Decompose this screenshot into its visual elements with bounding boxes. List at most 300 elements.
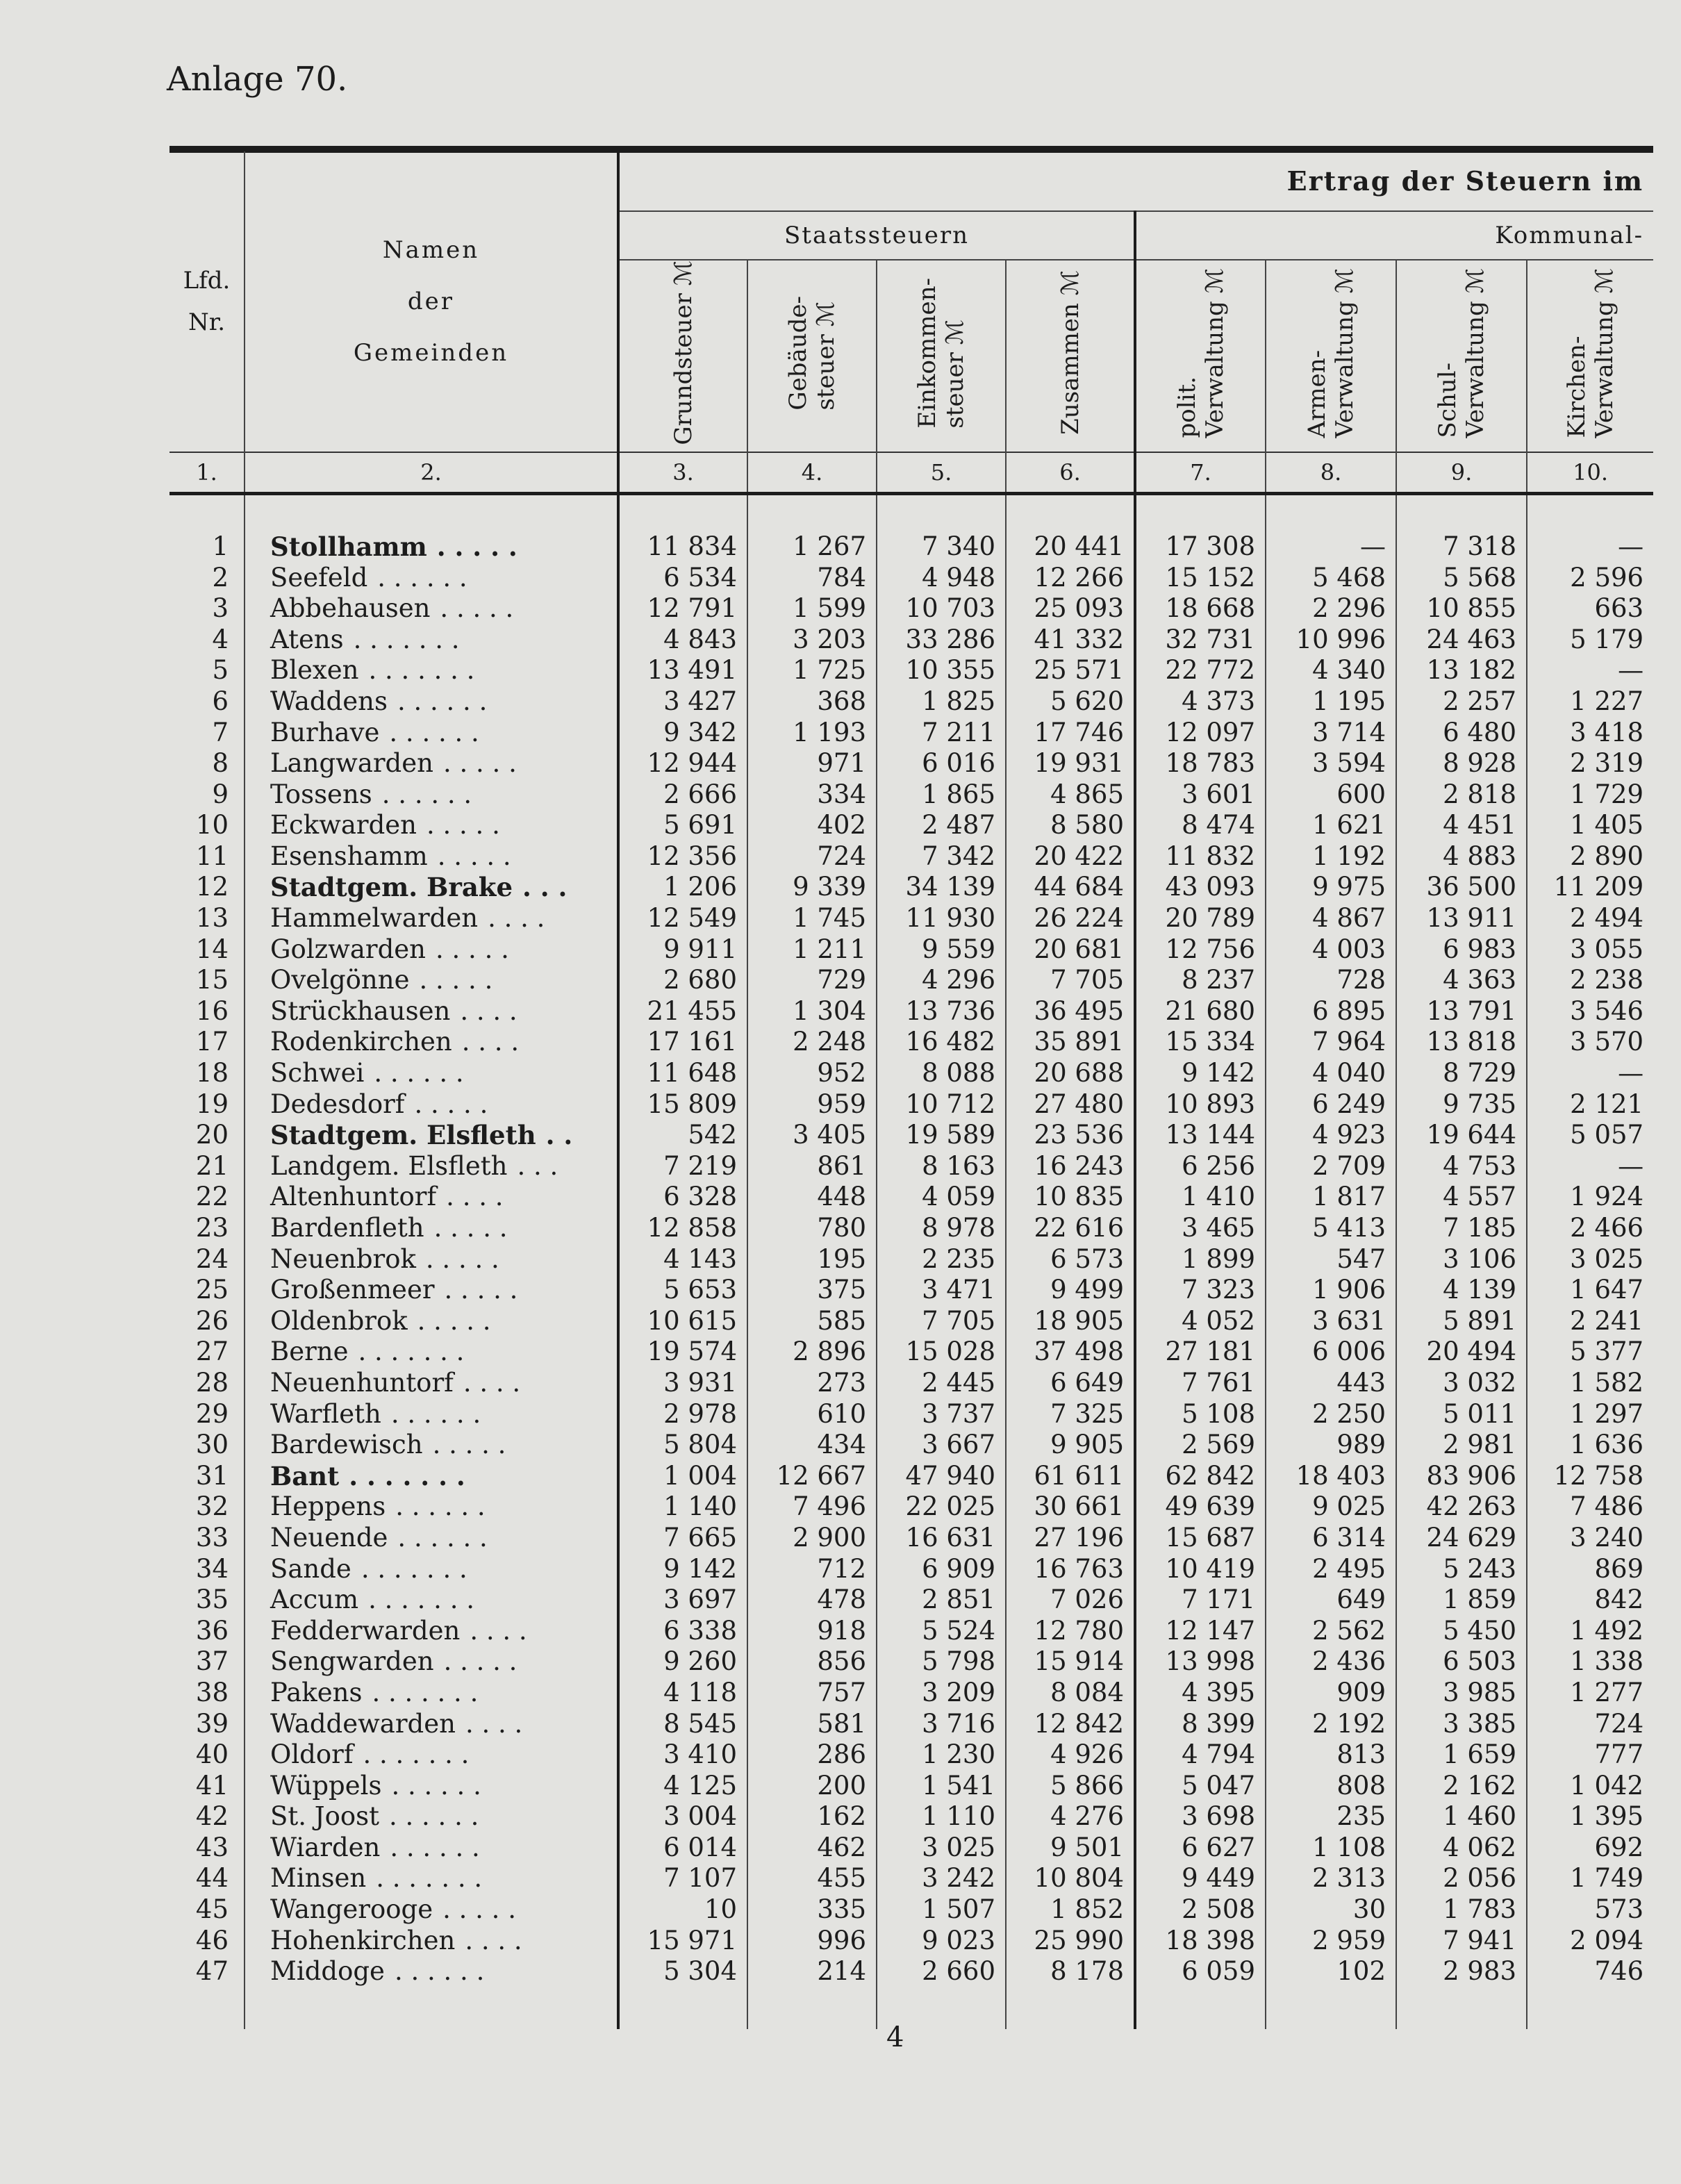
gemeinde-name-text: Middoge (270, 1956, 385, 1987)
row-value: 1 599 (747, 593, 877, 624)
leader-dots: . . . . (460, 995, 517, 1026)
row-value: 610 (747, 1398, 877, 1430)
row-value: 4 373 (1135, 686, 1266, 718)
row-value: 6 627 (1135, 1833, 1266, 1864)
row-value: 7 941 (1396, 1925, 1527, 1956)
gemeinde-name-text: Stollhamm (270, 531, 427, 562)
row-value: 4 395 (1135, 1678, 1266, 1709)
row-gemeinde-name (245, 1615, 618, 1646)
leader-dots: . . . . . (436, 531, 517, 562)
row-value: 7 486 (1570, 1491, 1644, 1522)
leader-dots: . . . . (465, 1708, 523, 1739)
row-value: 7 318 (1396, 531, 1527, 563)
row-value: 692 (1594, 1832, 1644, 1862)
row-value: 8 474 (1135, 810, 1266, 841)
leader-dots: . . . . (461, 1027, 520, 1057)
gemeinde-name-text: Neuende (270, 1522, 388, 1553)
gemeinde-name-text: Wiarden (270, 1832, 381, 1862)
row-gemeinde-name (245, 748, 618, 779)
row-nr: 17 (169, 1027, 245, 1058)
row-value: 4 340 (1266, 655, 1396, 686)
row-value: 2 495 (1266, 1553, 1396, 1585)
leader-dots: . . . . . (436, 934, 509, 964)
row-value: 3 385 (1396, 1708, 1527, 1739)
row-value: 7 185 (1396, 1213, 1527, 1244)
row-value: 12 858 (618, 1213, 747, 1244)
row-value: 10 855 (1396, 593, 1527, 624)
row-gemeinde-name (245, 1894, 618, 1926)
row-value: 455 (747, 1863, 877, 1894)
row-value: 15 334 (1135, 1027, 1266, 1058)
row-nr: 6 (169, 686, 245, 718)
row-value: 368 (747, 686, 877, 718)
row-value: 1 899 (1135, 1243, 1266, 1275)
row-nr: 23 (169, 1213, 245, 1244)
row-value: 7 026 (1006, 1585, 1135, 1616)
row-value: 1 492 (1570, 1615, 1644, 1646)
row-nr: 41 (169, 1770, 245, 1801)
row-value: 729 (747, 965, 877, 996)
leader-dots: . . . . . . (389, 717, 479, 747)
row-gemeinde-name (245, 779, 618, 810)
row-value: 12 756 (1135, 934, 1266, 965)
gemeinde-name-text: Neuenhuntorf (270, 1367, 454, 1398)
row-value: 6 503 (1396, 1646, 1527, 1678)
tax-table (169, 151, 1653, 2029)
row-value: 1 621 (1266, 810, 1396, 841)
row-value: 6 573 (1006, 1243, 1135, 1275)
row-value: 5 798 (877, 1646, 1006, 1678)
table-row (169, 1275, 1653, 1306)
row-value: 1 277 (1570, 1677, 1644, 1707)
row-value: 20 494 (1396, 1337, 1527, 1368)
table-row (169, 593, 1653, 624)
header-zusammen: Zusammen ℳ (1006, 260, 1135, 452)
row-value: 8 729 (1396, 1058, 1527, 1089)
row-value: 4 118 (618, 1678, 747, 1709)
leader-dots: . . . . . (442, 748, 517, 779)
gemeinde-name-text: Bardewisch (270, 1430, 423, 1460)
row-value: 1 211 (747, 934, 877, 965)
row-value: 11 930 (877, 903, 1006, 934)
row-value: 3 242 (877, 1863, 1006, 1894)
leader-dots: . . . . . (414, 1089, 488, 1119)
row-nr: 39 (169, 1708, 245, 1739)
page-label: Anlage 70. (167, 60, 348, 99)
row-value: 5 243 (1396, 1553, 1527, 1585)
row-value: 4 923 (1266, 1120, 1396, 1151)
row-value: 1 227 (1570, 686, 1644, 716)
gemeinde-name-text: Warfleth (270, 1398, 381, 1429)
row-nr: 28 (169, 1368, 245, 1399)
row-value: 649 (1266, 1585, 1396, 1616)
row-value: 10 703 (877, 593, 1006, 624)
row-value: 18 905 (1006, 1306, 1135, 1337)
row-value: 2 445 (877, 1368, 1006, 1399)
gemeinde-name-text: Golzwarden (270, 934, 426, 964)
row-nr: 45 (169, 1894, 245, 1926)
row-value: 3 570 (1570, 1027, 1644, 1057)
row-value: 2 248 (747, 1027, 877, 1058)
row-value: 12 791 (618, 593, 747, 624)
row-value: 1 729 (1570, 779, 1644, 809)
row-gemeinde-name (245, 655, 618, 686)
gemeinde-name-text: Sande (270, 1553, 351, 1584)
row-value: — (1618, 1058, 1644, 1089)
table-row (169, 1120, 1653, 1151)
row-value: 663 (1594, 593, 1644, 624)
row-value: 547 (1266, 1243, 1396, 1275)
leader-dots: . . . . . . (397, 686, 488, 716)
row-value: 26 224 (1006, 903, 1135, 934)
row-value: 2 896 (747, 1337, 877, 1368)
row-nr: 33 (169, 1523, 245, 1554)
table-row (169, 1243, 1653, 1275)
row-nr: 29 (169, 1398, 245, 1430)
row-value: 777 (1594, 1739, 1644, 1770)
row-gemeinde-name (245, 1089, 618, 1120)
gemeinde-name-text: Langwarden (270, 748, 433, 779)
row-value: 1 395 (1570, 1801, 1644, 1832)
row-value: 12 147 (1135, 1615, 1266, 1646)
row-value: 6 480 (1396, 717, 1527, 748)
row-value: 1 206 (618, 872, 747, 903)
row-value: 18 403 (1266, 1460, 1396, 1491)
row-value: 102 (1266, 1956, 1396, 1987)
row-value: 712 (747, 1553, 877, 1585)
header-kommunal: Kommunal- (1135, 211, 1653, 260)
row-value: 1 193 (747, 717, 877, 748)
row-value: 573 (1594, 1894, 1644, 1925)
row-value: 15 687 (1135, 1523, 1266, 1554)
gemeinde-name-text: Wangerooge (270, 1894, 433, 1925)
row-value: 15 809 (618, 1089, 747, 1120)
row-value: 1 108 (1266, 1833, 1396, 1864)
row-value: 2 562 (1266, 1615, 1396, 1646)
row-value: 757 (747, 1678, 877, 1709)
gemeinde-name-text: Pakens (270, 1677, 363, 1707)
table-row (169, 1089, 1653, 1120)
row-value: 6 256 (1135, 1151, 1266, 1182)
row-value: 8 178 (1006, 1956, 1135, 1987)
table-row (169, 779, 1653, 810)
row-value: 42 263 (1396, 1491, 1527, 1523)
table-row (169, 1678, 1653, 1709)
row-value: 15 914 (1006, 1646, 1135, 1678)
row-value: 1 110 (877, 1801, 1006, 1833)
row-value: 5 011 (1396, 1398, 1527, 1430)
table-row (169, 1368, 1653, 1399)
row-value: 5 450 (1396, 1615, 1527, 1646)
row-value: 5 304 (618, 1956, 747, 1987)
row-value: 19 644 (1396, 1120, 1527, 1151)
row-value: 17 308 (1135, 531, 1266, 563)
row-value: 1 541 (877, 1770, 1006, 1801)
row-value: 462 (747, 1833, 877, 1864)
row-value: 27 196 (1006, 1523, 1135, 1554)
leader-dots: . . . . (488, 903, 545, 934)
tax-table-wrap (169, 151, 1653, 2029)
row-value: 7 761 (1135, 1368, 1266, 1399)
row-value: 17 746 (1006, 717, 1135, 748)
row-value: 12 097 (1135, 717, 1266, 748)
row-value: 4 753 (1396, 1151, 1527, 1182)
spacer-row (169, 493, 1653, 531)
row-gemeinde-name (245, 1460, 618, 1491)
row-value: 3 418 (1570, 717, 1644, 747)
row-nr: 11 (169, 841, 245, 872)
row-value: 3 025 (1570, 1243, 1644, 1274)
row-value: 9 449 (1135, 1863, 1266, 1894)
row-value: 1 405 (1570, 810, 1644, 841)
row-value: 11 209 (1553, 872, 1644, 902)
row-value: 2 235 (877, 1243, 1006, 1275)
leader-dots: . . . . . . (381, 779, 472, 809)
gemeinde-name-text: Atens (270, 624, 344, 654)
row-value: 6 006 (1266, 1337, 1396, 1368)
row-gemeinde-name (245, 1646, 618, 1678)
row-nr: 43 (169, 1833, 245, 1864)
row-value: 1 140 (618, 1491, 747, 1523)
row-value: 542 (618, 1120, 747, 1151)
row-gemeinde-name (245, 903, 618, 934)
row-nr: 14 (169, 934, 245, 965)
row-value: 1 859 (1396, 1585, 1527, 1616)
row-value: 3 427 (618, 686, 747, 718)
row-value: 30 661 (1006, 1491, 1135, 1523)
column-number-row (169, 452, 1653, 494)
row-gemeinde-name (245, 1585, 618, 1616)
table-row (169, 1615, 1653, 1646)
row-value: 15 152 (1135, 562, 1266, 593)
row-value: 1 825 (877, 686, 1006, 718)
row-value: 4 883 (1396, 841, 1527, 872)
row-value: 1 725 (747, 655, 877, 686)
gemeinde-name-text: Stadtgem. Brake (270, 872, 513, 903)
row-value: 443 (1266, 1368, 1396, 1399)
leader-dots: . . . . . . . (353, 624, 460, 654)
table-row (169, 1182, 1653, 1213)
row-value: 1 460 (1396, 1801, 1527, 1833)
gemeinde-name-text: Oldorf (270, 1739, 354, 1770)
row-value: 4 843 (618, 624, 747, 655)
gemeinde-name-text: Strückhausen (270, 995, 451, 1026)
row-gemeinde-name (245, 1398, 618, 1430)
row-value: 11 648 (618, 1058, 747, 1089)
table-row (169, 1491, 1653, 1523)
row-value: 4 276 (1006, 1801, 1135, 1833)
row-value: 61 611 (1006, 1460, 1135, 1491)
row-value: 34 139 (877, 872, 1006, 903)
row-value: 1 817 (1266, 1182, 1396, 1213)
row-nr: 5 (169, 655, 245, 686)
table-row (169, 1833, 1653, 1864)
row-value: 8 084 (1006, 1678, 1135, 1709)
row-value: 3 601 (1135, 779, 1266, 810)
row-value: 746 (1594, 1956, 1644, 1987)
row-value: 16 763 (1006, 1553, 1135, 1585)
row-value: 3 209 (877, 1678, 1006, 1709)
row-value: 989 (1266, 1430, 1396, 1461)
table-row (169, 965, 1653, 996)
row-value: 1 192 (1266, 841, 1396, 872)
row-value: 9 975 (1266, 872, 1396, 903)
row-value: 4 451 (1396, 810, 1527, 841)
row-value: 2 981 (1396, 1430, 1527, 1461)
leader-dots: . . . . . (433, 1213, 508, 1243)
row-value: 600 (1266, 779, 1396, 810)
row-value: 9 339 (747, 872, 877, 903)
gemeinde-name-text: Accum (270, 1585, 359, 1615)
gemeinde-name-text: Seefeld (270, 562, 368, 593)
gemeinde-name-text: Sengwarden (270, 1646, 434, 1677)
header-schul-verwaltung: Schul- Verwaltung ℳ (1396, 260, 1527, 452)
row-nr: 24 (169, 1243, 245, 1275)
leader-dots: . . . . . . (388, 1801, 479, 1832)
row-nr: 20 (169, 1120, 245, 1151)
row-value: 9 735 (1396, 1089, 1527, 1120)
table-row (169, 1553, 1653, 1585)
row-value: 3 004 (618, 1801, 747, 1833)
row-value: 4 062 (1396, 1833, 1527, 1864)
colnum: 8. (1266, 452, 1396, 494)
row-value: 3 025 (877, 1833, 1006, 1864)
leader-dots: . . . (522, 872, 568, 903)
row-value: 13 998 (1135, 1646, 1266, 1678)
row-value: 1 647 (1570, 1275, 1644, 1305)
row-gemeinde-name (245, 1306, 618, 1337)
header-staatssteuern: Staatssteuern (618, 211, 1135, 260)
gemeinde-name-text: Bardenfleth (270, 1213, 424, 1243)
row-value: 22 616 (1006, 1213, 1135, 1244)
row-gemeinde-name (245, 1770, 618, 1801)
row-value: 1 745 (747, 903, 877, 934)
row-value: 12 549 (618, 903, 747, 934)
gemeinde-name-text: Heppens (270, 1491, 386, 1522)
row-value: 7 705 (877, 1306, 1006, 1337)
row-gemeinde-name (245, 1151, 618, 1182)
row-value: 2 250 (1266, 1398, 1396, 1430)
row-value: 18 783 (1135, 748, 1266, 779)
row-gemeinde-name (245, 1553, 618, 1585)
row-value: 5 377 (1570, 1337, 1644, 1367)
row-value: 861 (747, 1151, 877, 1182)
row-value: 5 653 (618, 1275, 747, 1306)
table-row (169, 1863, 1653, 1894)
row-value: 30 (1266, 1894, 1396, 1926)
row-gemeinde-name (245, 1491, 618, 1523)
table-row (169, 903, 1653, 934)
table-row (169, 1337, 1653, 1368)
row-gemeinde-name (245, 810, 618, 841)
row-value: 4 052 (1135, 1306, 1266, 1337)
leader-dots: . . . (517, 1150, 558, 1181)
table-row (169, 624, 1653, 655)
row-value: 41 332 (1006, 624, 1135, 655)
row-value: 1 230 (877, 1739, 1006, 1771)
leader-dots: . . . . . (419, 965, 493, 995)
row-value: 32 731 (1135, 624, 1266, 655)
row-value: 83 906 (1396, 1460, 1527, 1491)
row-nr: 40 (169, 1739, 245, 1771)
row-value: 2 257 (1396, 686, 1527, 718)
gemeinde-name-text: Berne (270, 1337, 349, 1367)
row-value: 9 142 (1135, 1058, 1266, 1089)
row-value: — (1266, 531, 1396, 563)
row-value: 2 660 (877, 1956, 1006, 1987)
row-value: 9 501 (1006, 1833, 1135, 1864)
row-gemeinde-name (245, 1925, 618, 1956)
row-value: 4 040 (1266, 1058, 1396, 1089)
row-value: 2 666 (618, 779, 747, 810)
row-value: 1 749 (1570, 1863, 1644, 1894)
row-value: 724 (747, 841, 877, 872)
row-value: 6 909 (877, 1553, 1006, 1585)
leader-dots: . . . . . . . (372, 1677, 479, 1707)
row-value: 24 463 (1396, 624, 1527, 655)
row-nr: 27 (169, 1337, 245, 1368)
row-value: 2 494 (1570, 903, 1644, 934)
table-row (169, 1646, 1653, 1678)
row-value: 7 342 (877, 841, 1006, 872)
colnum: 1. (169, 452, 245, 494)
row-value: 7 211 (877, 717, 1006, 748)
row-value: 3 631 (1266, 1306, 1396, 1337)
row-value: 24 629 (1396, 1523, 1527, 1554)
row-value: 2 709 (1266, 1151, 1396, 1182)
row-value: 3 546 (1570, 995, 1644, 1026)
row-value: 9 905 (1006, 1430, 1135, 1461)
table-row (169, 934, 1653, 965)
row-value: 2 241 (1570, 1305, 1644, 1336)
leader-dots: . . . . . (437, 841, 511, 871)
header-grundsteuer: Grundsteuer ℳ (618, 260, 747, 452)
filler-row (169, 1987, 1653, 2029)
row-nr: 7 (169, 717, 245, 748)
row-value: 2 890 (1570, 841, 1644, 871)
row-value: 12 944 (618, 748, 747, 779)
row-value: 12 356 (618, 841, 747, 872)
row-value: 2 121 (1570, 1089, 1644, 1119)
row-value: 22 772 (1135, 655, 1266, 686)
row-value: 2 192 (1266, 1708, 1396, 1739)
row-nr: 25 (169, 1275, 245, 1306)
row-value: 20 422 (1006, 841, 1135, 872)
row-value: 3 410 (618, 1739, 747, 1771)
row-value: 6 016 (877, 748, 1006, 779)
header-kirchen-verwaltung: Kirchen- Verwaltung ℳ (1562, 267, 1618, 438)
row-value: 3 737 (877, 1398, 1006, 1430)
row-value: 6 983 (1396, 934, 1527, 965)
row-value: 12 842 (1006, 1708, 1135, 1739)
row-value: 6 059 (1135, 1956, 1266, 1987)
row-value: 36 495 (1006, 996, 1135, 1027)
table-row (169, 686, 1653, 718)
leader-dots: . . . . . (425, 1243, 499, 1274)
leader-dots: . . . . . . (394, 1956, 485, 1987)
row-value: 9 499 (1006, 1275, 1135, 1306)
leader-dots: . . . . (465, 1925, 522, 1955)
row-value: 2 313 (1266, 1863, 1396, 1894)
gemeinde-name-text: Minsen (270, 1863, 367, 1894)
row-gemeinde-name (245, 1027, 618, 1058)
leader-dots: . . . . . . (390, 1398, 481, 1429)
row-value: 23 536 (1006, 1120, 1135, 1151)
row-value: 6 328 (618, 1182, 747, 1213)
row-value: 9 911 (618, 934, 747, 965)
row-value: 4 059 (877, 1182, 1006, 1213)
row-value: 2 851 (877, 1585, 1006, 1616)
